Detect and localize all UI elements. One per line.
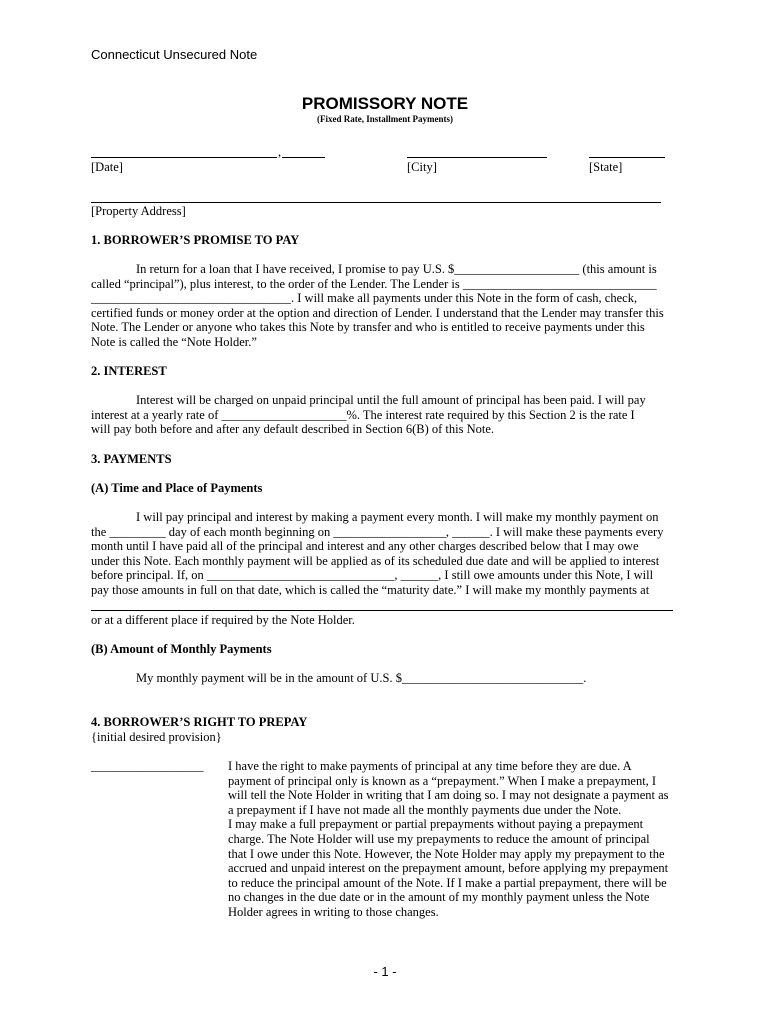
section-1-heading: 1. BORROWER’S PROMISE TO PAY — [91, 233, 300, 247]
section-3a-closing-line: or at a different place if required by the Note Holder. — [91, 613, 355, 627]
date-label: [Date] — [91, 160, 123, 174]
section-1-line: In return for a loan that I have received, I promise to pay U.S. $____________________ (this amount is — [136, 262, 657, 276]
document-label: Connecticut Unsecured Note — [91, 47, 258, 62]
section-3a-line: month until I have paid all of the principal and interest and any other charges described below that I may owe — [91, 539, 639, 554]
section-3-heading: 3. PAYMENTS — [91, 452, 172, 466]
section-4-line: to reduce the principal amount of the Note. If I make a partial prepayment, there will be — [228, 875, 667, 890]
city-label: [City] — [407, 160, 437, 174]
section-3a-line: I will pay principal and interest by making a payment every month. I will make my monthly payment on — [136, 510, 659, 524]
section-4-line: a prepayment if I have not made all the monthly payments due under the Note. — [228, 802, 622, 817]
section-3a-line: pay those amounts in full on that date, which is called the “maturity date.” I will make my monthly payments at — [91, 582, 650, 597]
date-comma: , — [278, 145, 282, 159]
section-4-line: will tell the Note Holder in writing that I am doing so. I may not designate a payment as — [228, 788, 669, 803]
initial-blank: __________________ — [91, 759, 204, 773]
property-address-blank-line — [91, 202, 661, 203]
section-1-line: called “principal”), plus interest, to the order of the Lender. The Lender is _______________________________ — [91, 276, 657, 291]
section-2-body — [91, 393, 687, 437]
section-3a-subheading: (A) Time and Place of Payments — [91, 481, 263, 495]
section-3b-subheading: (B) Amount of Monthly Payments — [91, 642, 272, 656]
section-3b-line: My monthly payment will be in the amount of U.S. $_____________________________. — [136, 671, 587, 685]
section-4-line: no changes in the due date or in the amount of my monthly payment unless the Note — [228, 890, 650, 905]
document-subtitle: (Fixed Rate, Installment Payments) — [317, 114, 453, 124]
section-2-line: Interest will be charged on unpaid principal until the full amount of principal has been paid. I will pay — [136, 393, 646, 407]
section-4-line: payment of principal only is known as a “prepayment.” When I make a prepayment, I — [228, 773, 657, 788]
section-1-line: Note is called the “Note Holder.” — [91, 334, 257, 349]
section-1-line: ________________________________. I will make all payments under this Note in the form of cash, check, — [91, 291, 638, 306]
section-1-body — [91, 262, 687, 350]
year-blank-line — [282, 157, 325, 158]
section-1-line: Note. The Lender or anyone who takes this Note by transfer and who is entitled to receive payments under this — [91, 320, 645, 335]
section-3a-body — [91, 510, 687, 598]
section-4-line: Holder agrees in writing to those changes. — [228, 904, 439, 919]
date-blank-line — [91, 157, 277, 158]
state-blank-line — [589, 157, 665, 158]
section-4-line: I may make a full prepayment or partial prepayments without paying a prepayment — [228, 817, 644, 832]
payment-place-blank-line — [91, 610, 673, 611]
section-3a-line: before principal. If, on ______________________________, ______, I still owe amounts under this Note, I will — [91, 568, 654, 583]
section-1-line: certified funds or money order at the option and direction of Lender. I understand that the Lender may transfer this — [91, 305, 664, 320]
section-2-line: will pay both before and after any default described in Section 6(B) of this Note. — [91, 422, 495, 437]
section-3a-line: under this Note. Each monthly payment will be applied as of its scheduled due date and will be applied to interest — [91, 553, 660, 568]
state-label: [State] — [589, 160, 623, 174]
section-4-line: that I owe under this Note. However, the Note Holder may apply my prepayment to the — [228, 846, 665, 861]
section-4-provision-note: {initial desired provision} — [91, 730, 222, 744]
document-title: PROMISSORY NOTE — [301, 94, 469, 113]
section-2-line: interest at a yearly rate of ____________________%. The interest rate required by this Section 2 is the rate I — [91, 407, 635, 422]
section-4-line: charge. The Note Holder will use my prepayments to reduce the amount of principal — [228, 831, 650, 846]
city-blank-line — [407, 157, 547, 158]
property-address-label: [Property Address] — [91, 204, 186, 218]
section-4-body — [228, 759, 688, 920]
page-number: - 1 - — [373, 964, 397, 979]
section-4-line: accrued and unpaid interest on the prepayment amount, before applying my prepayment — [228, 861, 669, 876]
section-3a-line: the _________ day of each month beginning on __________________, ______. I will make these payments every — [91, 524, 664, 539]
section-4-line: I have the right to make payments of principal at any time before they are due. A — [228, 759, 632, 773]
section-2-heading: 2. INTEREST — [91, 364, 167, 378]
section-4-heading: 4. BORROWER’S RIGHT TO PREPAY — [91, 715, 308, 729]
